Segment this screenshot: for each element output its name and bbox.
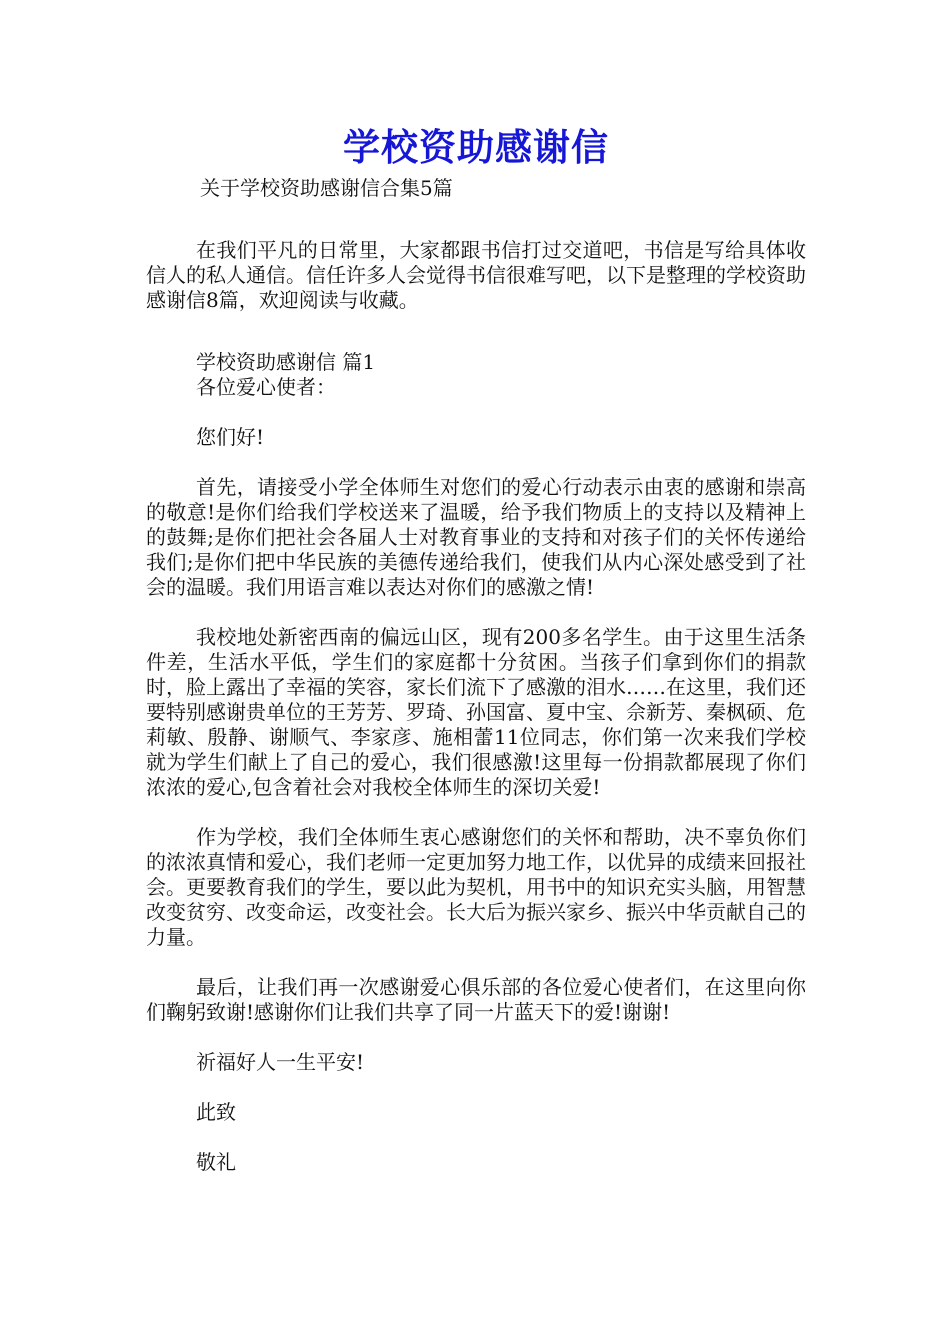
- greeting: 您们好!: [196, 425, 265, 449]
- body-paragraph-4: 最后，让我们再一次感谢爱心俱乐部的各位爱心使者们，在这里向你们鞠躬致谢!感谢你们让我们共享了同一片蓝天下的爱!谢谢!: [146, 975, 806, 1024]
- body-paragraph-1: 首先，请接受小学全体师生对您们的爱心行动表示由衷的感谢和崇高的敬意!是你们给我们学校送来了温暖，给予我们物质上的支持以及精神上的鼓舞;是你们把社会各届人士对教育事业的支持和对孩子们的关怀传递给我们;是你们把中华民族的美德传递给我们，使我们从内心深处感受到了社会的温暖。我们用语言难以表达对你们的感激之情!: [146, 475, 806, 599]
- document-title: 学校资助感谢信: [343, 126, 609, 169]
- document-page: [146, 120, 806, 1175]
- section-heading: 学校资助感谢信 篇1: [196, 350, 376, 374]
- body-paragraph-3: 作为学校，我们全体师生衷心感谢您们的关怀和帮助，决不辜负你们的浓浓真情和爱心，我们老师一定更加努力地工作，以优异的成绩来回报社会。更要教育我们的学生，要以此为契机，用书中的知识充实头脑，用智慧改变贫穷、改变命运，改变社会。长大后为振兴家乡、振兴中华贡献自己的力量。: [146, 825, 806, 949]
- closing-line-1: 此致: [196, 1100, 236, 1124]
- blessing: 祈福好人一生平安!: [196, 1050, 365, 1074]
- intro-paragraph: 在我们平凡的日常里，大家都跟书信打过交道吧，书信是写给具体收信人的私人通信。信任许多人会觉得书信很难写吧，以下是整理的学校资助感谢信8篇，欢迎阅读与收藏。: [146, 238, 806, 312]
- closing-line-2: 敬礼: [196, 1150, 236, 1174]
- body-paragraph-2: 我校地处新密西南的偏远山区，现有200多名学生。由于这里生活条件差，生活水平低，学生们的家庭都十分贫困。当孩子们拿到你们的捐款时，脸上露出了幸福的笑容，家长们流下了感激的泪水……在这里，我们还要特别感谢贵单位的王芳芳、罗琦、孙国富、夏中宝、佘新芳、秦枫硕、危莉敏、殷静、谢顺气、李家彦、施相蕾11位同志，你们第一次来我们学校就为学生们献上了自己的爱心，我们很感激!这里每一份捐款都展现了你们浓浓的爱心,包含着社会对我校全体师生的深切关爱!: [146, 625, 806, 799]
- document-subtitle: 关于学校资助感谢信合集5篇: [200, 176, 453, 200]
- salutation: 各位爱心使者：: [196, 375, 336, 399]
